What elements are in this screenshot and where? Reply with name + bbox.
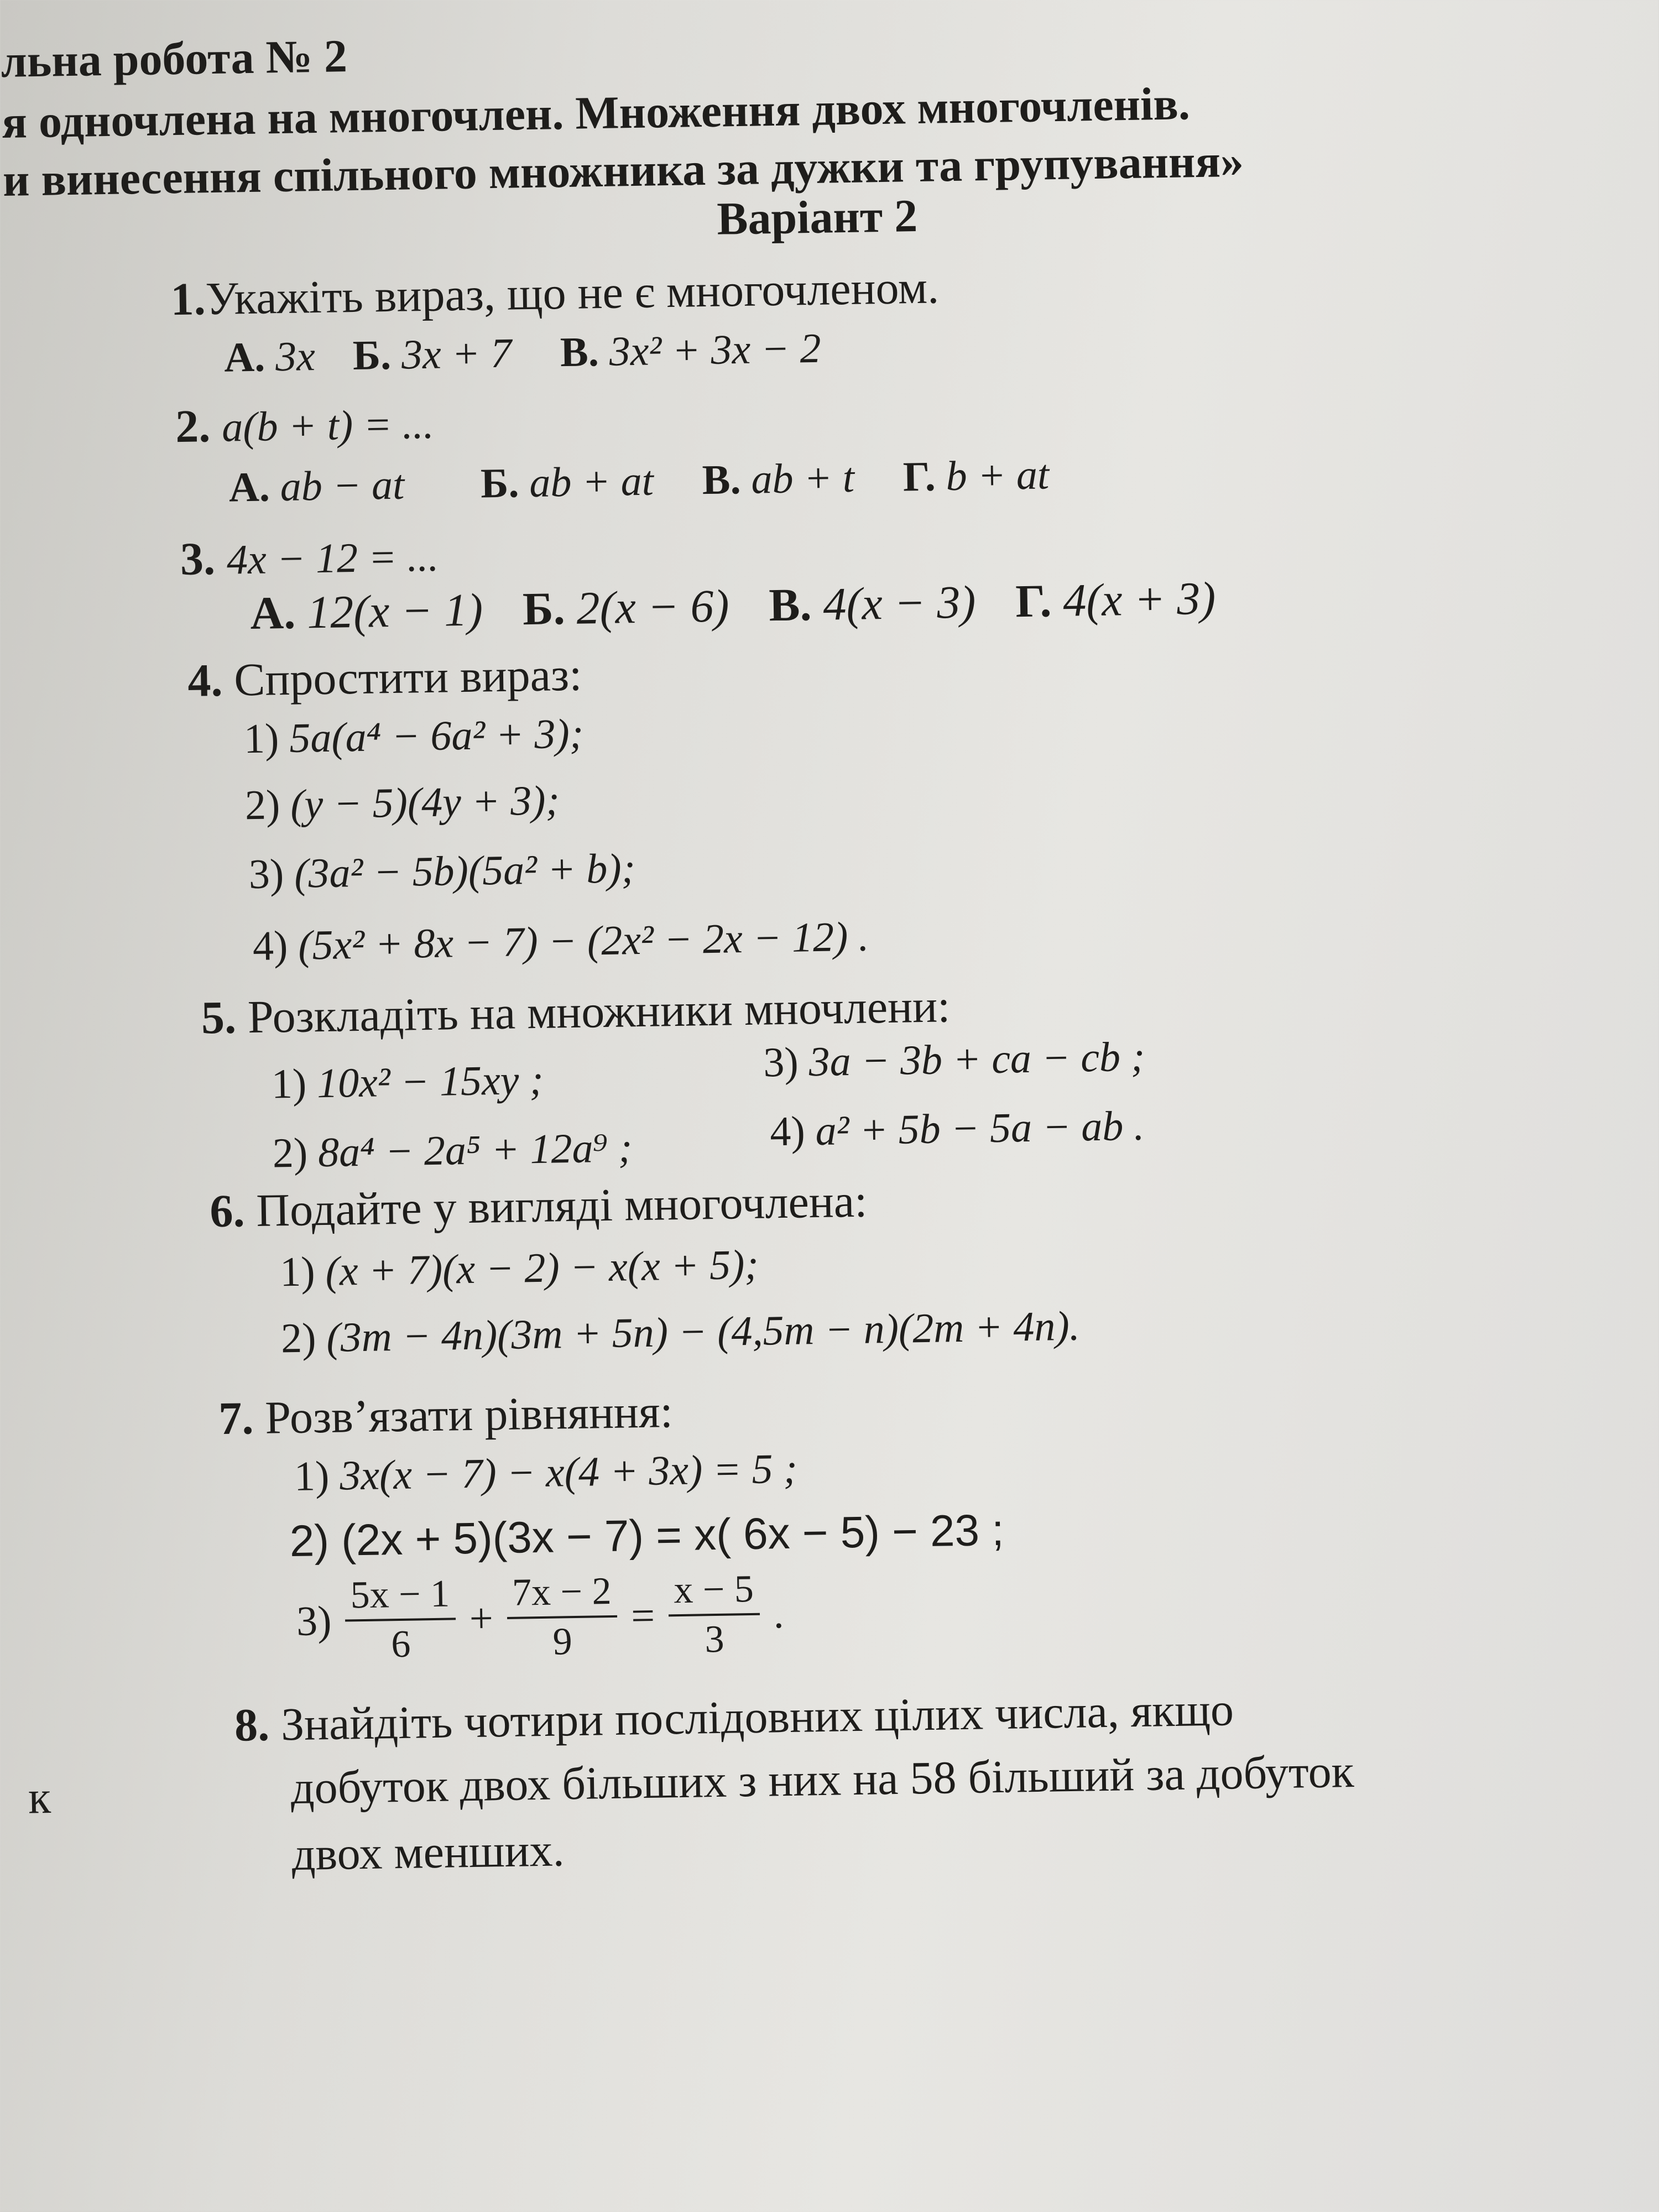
question-8-line-3: двох менших.	[291, 1824, 565, 1881]
item-number: 2)	[244, 781, 280, 829]
question-5-item-4	[769, 1102, 1145, 1155]
option-a: ab − at	[280, 461, 405, 510]
fraction-denominator: 3	[704, 1618, 725, 1661]
item-expression: 10x² − 15xy ;	[316, 1056, 544, 1107]
margin-letter: к	[28, 1771, 51, 1824]
question-text: Подайте у вигляді многочлена:	[255, 1175, 868, 1237]
fraction-numerator: 7x − 2	[506, 1572, 617, 1619]
question-text: Укажіть вираз, що не є многочленом.	[205, 262, 940, 325]
question-6	[209, 1175, 868, 1238]
question-7-item-1	[294, 1445, 798, 1500]
option-label-d: Г.	[1015, 575, 1052, 628]
fraction-denominator: 9	[552, 1620, 573, 1663]
question-2-options	[228, 451, 1050, 511]
fraction-2	[506, 1569, 618, 1663]
question-number: 8.	[234, 1699, 270, 1751]
question-5-item-2	[272, 1124, 633, 1177]
fraction-denominator: 6	[390, 1623, 411, 1666]
item-number: 1)	[279, 1248, 316, 1296]
question-8	[234, 1684, 1234, 1751]
option-label-b: Б.	[480, 460, 520, 507]
question-text: Розв’язати рівняння:	[264, 1386, 674, 1444]
question-4	[187, 649, 583, 707]
question-number: 6.	[209, 1185, 246, 1238]
item-number: 2)	[289, 1516, 330, 1566]
option-a: 12(x − 1)	[306, 584, 483, 639]
fraction-3	[668, 1567, 760, 1661]
item-expression: (5x² + 8x − 7) − (2x² − 2x − 12) .	[298, 913, 869, 969]
question-number: 3.	[180, 533, 216, 585]
equals-sign: =	[630, 1592, 655, 1640]
item-number: 3)	[296, 1597, 332, 1645]
plus-sign: +	[469, 1595, 494, 1642]
option-b: 2(x − 6)	[576, 580, 730, 634]
question-text-line-1: Знайдіть чотири послідовних цілих числа, якщо	[280, 1684, 1234, 1751]
item-expression: (y − 5)(4y + 3);	[290, 777, 560, 828]
option-d: 4(x + 3)	[1062, 572, 1216, 627]
option-label-a: А.	[223, 333, 265, 381]
item-number: 3)	[248, 851, 284, 898]
item-number: 4)	[769, 1108, 806, 1155]
question-4-item-1	[243, 710, 584, 763]
question-7-item-3	[296, 1569, 785, 1666]
item-expression: a² + 5b − 5a − ab .	[815, 1102, 1145, 1155]
option-label-a: А.	[249, 587, 296, 640]
question-4-item-4	[252, 913, 869, 970]
question-4-item-2	[244, 777, 560, 829]
question-5-item-1	[271, 1056, 544, 1108]
question-4-item-3	[248, 845, 636, 898]
fraction-1	[345, 1574, 456, 1665]
option-c: 4(x − 3)	[822, 576, 977, 630]
option-c: ab + t	[750, 454, 855, 503]
item-expression: (3m − 4n)(3m + 5n) − (4,5m − n)(2m + 4n).	[326, 1302, 1081, 1361]
question-8-line-2: добуток двох більших з них на 58 більший за добуток	[290, 1745, 1355, 1814]
item-number: 2)	[280, 1314, 317, 1362]
question-5	[201, 980, 951, 1044]
item-number: 1)	[294, 1452, 330, 1500]
item-expression: 8a⁴ − 2a⁵ + 12a⁹ ;	[317, 1124, 633, 1176]
question-number: 2.	[175, 400, 211, 453]
item-number: 4)	[252, 922, 288, 970]
item-number: 1)	[271, 1060, 307, 1108]
question-1-options	[224, 327, 821, 379]
option-label-c: В.	[702, 456, 742, 504]
item-number: 2)	[272, 1129, 308, 1177]
question-2	[175, 400, 435, 453]
question-6-item-2	[280, 1302, 1081, 1362]
item-expression: 3x(x − 7) − x(4 + 3x) = 5 ;	[339, 1445, 798, 1499]
item-expression: (3a² − 5b)(5a² + b);	[294, 845, 636, 897]
item-expression: 3a − 3b + ca − cb ;	[808, 1033, 1145, 1086]
option-a: 3x	[275, 333, 316, 380]
option-b: ab + at	[529, 457, 654, 507]
question-number: 4.	[187, 654, 223, 707]
question-number: 5.	[201, 992, 237, 1044]
question-1	[170, 262, 940, 326]
question-3	[180, 533, 439, 583]
question-5-item-3	[763, 1033, 1145, 1086]
question-expression: a(b + t) = ...	[221, 400, 435, 451]
item-number: 1)	[243, 715, 280, 763]
question-3-options	[249, 572, 1216, 640]
variant-title: Варіант 2	[716, 190, 918, 245]
fraction-numerator: 5x − 1	[345, 1574, 456, 1621]
topic-line-1: я одночлена на многочлен. Множення двох многочленів.	[1, 78, 1191, 148]
work-title: льна робота № 2	[1, 30, 348, 87]
item-expression: 5a(a⁴ − 6a² + 3);	[289, 710, 584, 761]
option-label-c: В.	[560, 328, 599, 376]
question-7	[218, 1386, 674, 1445]
option-c: 3x² + 3x − 2	[609, 325, 822, 375]
option-label-b: Б.	[522, 583, 566, 635]
question-number: 1.	[170, 273, 206, 326]
option-label-b: Б.	[352, 331, 392, 379]
topic-line-2: и винесення спільного множника за дужки та групування»	[2, 135, 1244, 206]
option-b: 3x + 7	[401, 330, 512, 378]
question-7-item-2	[289, 1505, 1005, 1566]
question-6-item-1	[279, 1241, 759, 1296]
fraction-numerator: x − 5	[668, 1570, 760, 1617]
item-number: 3)	[763, 1039, 799, 1086]
end-period: .	[773, 1590, 785, 1637]
question-text: Розкладіть на множники мночлени:	[247, 980, 951, 1044]
question-expression: 4x − 12 = ...	[226, 533, 439, 583]
option-label-c: В.	[768, 579, 812, 632]
option-label-d: Г.	[902, 453, 936, 500]
item-expression: (x + 7)(x − 2) − x(x + 5);	[325, 1241, 759, 1295]
option-d: b + at	[945, 451, 1050, 500]
question-text: Спростити вираз:	[233, 649, 583, 706]
item-expression: (2x + 5)(3x − 7) = x( 6x − 5) − 23 ;	[341, 1505, 1005, 1565]
option-label-a: А.	[228, 463, 270, 511]
question-number: 7.	[218, 1392, 254, 1445]
